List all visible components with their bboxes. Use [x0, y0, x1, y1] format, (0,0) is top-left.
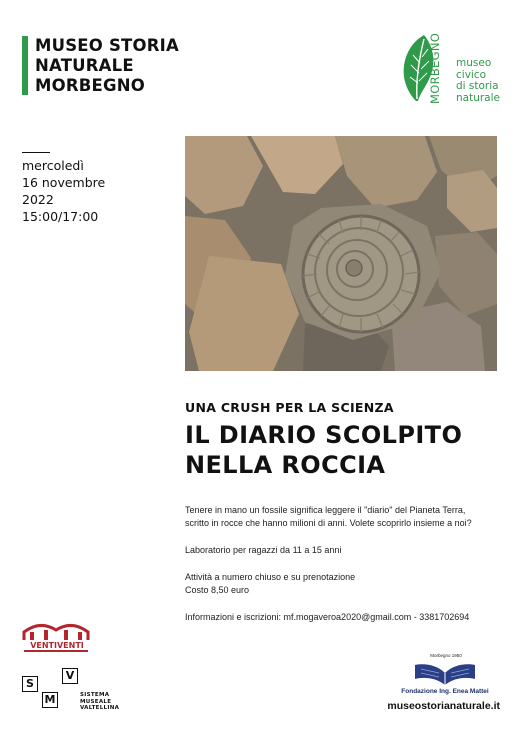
event-title-line: NELLA ROCCIA: [185, 451, 386, 479]
museum-title-line: NATURALE: [35, 56, 134, 75]
website-link[interactable]: museostorianaturale.it: [387, 700, 500, 712]
ammonite-fossil-photo: [185, 136, 497, 371]
date-divider: [22, 152, 50, 153]
event-date: [22, 157, 172, 225]
museum-title-line: MUSEO STORIA: [35, 36, 179, 55]
logo-text: [456, 58, 516, 104]
museum-title: [35, 36, 215, 96]
foundation-logo: [395, 653, 495, 697]
logo-vertical-text: MORBEGNO: [428, 32, 442, 104]
smv-label-line: VALTELLINA: [80, 705, 120, 711]
event-title-line: IL DIARIO SCOLPITO: [185, 421, 463, 449]
smv-letter: S: [22, 676, 38, 692]
logo-vertical-label: [428, 30, 450, 104]
ventiventi-logo: [22, 620, 92, 654]
access-text: Attività a numero chiuso e su prenotazione: [185, 572, 356, 582]
intro-line: Tenere in mano un fossile significa leggere il "diario" del Pianeta Terra,: [185, 505, 466, 515]
ventiventi-text: VENTIVENTI: [30, 641, 84, 650]
intro-line: scritto in rocce che hanno milioni di anni. Volete scoprirlo insieme a noi?: [185, 518, 472, 528]
smv-letter: V: [62, 668, 78, 684]
foundation-year: Morbegno 1950: [430, 653, 462, 658]
date-line: 2022: [22, 192, 54, 207]
logo-text-line: museo: [456, 57, 492, 69]
date-line: 15:00/17:00: [22, 209, 99, 224]
smv-label-line: MUSEALE: [80, 698, 112, 705]
smv-letter: M: [42, 692, 58, 708]
date-line: 16 novembre: [22, 175, 106, 190]
event-title: [185, 420, 505, 480]
title-accent-bar: [22, 36, 28, 95]
event-kicker: UNA CRUSH PER LA SCIENZA: [185, 400, 394, 415]
museum-title-line: MORBEGNO: [35, 76, 145, 95]
open-book-icon: [413, 659, 477, 687]
logo-text-line: naturale: [456, 91, 500, 104]
audience-text: Laboratorio per ragazzi da 11 a 15 anni: [185, 545, 342, 555]
cost-text: Costo 8,50 euro: [185, 585, 250, 595]
event-description: [185, 504, 505, 624]
logo-text-line: di storia: [456, 80, 499, 92]
date-line: mercoledì: [22, 158, 84, 173]
smv-label: [80, 692, 150, 712]
foundation-name: Fondazione Ing. Enea Mattei: [401, 688, 489, 695]
contacts-text: Informazioni e iscrizioni: mf.mogaveroa2020@gmail.com - 3381702694: [185, 612, 470, 622]
smv-label-line: SISTEMA: [80, 692, 110, 698]
logo-text-line: civico: [456, 68, 487, 81]
